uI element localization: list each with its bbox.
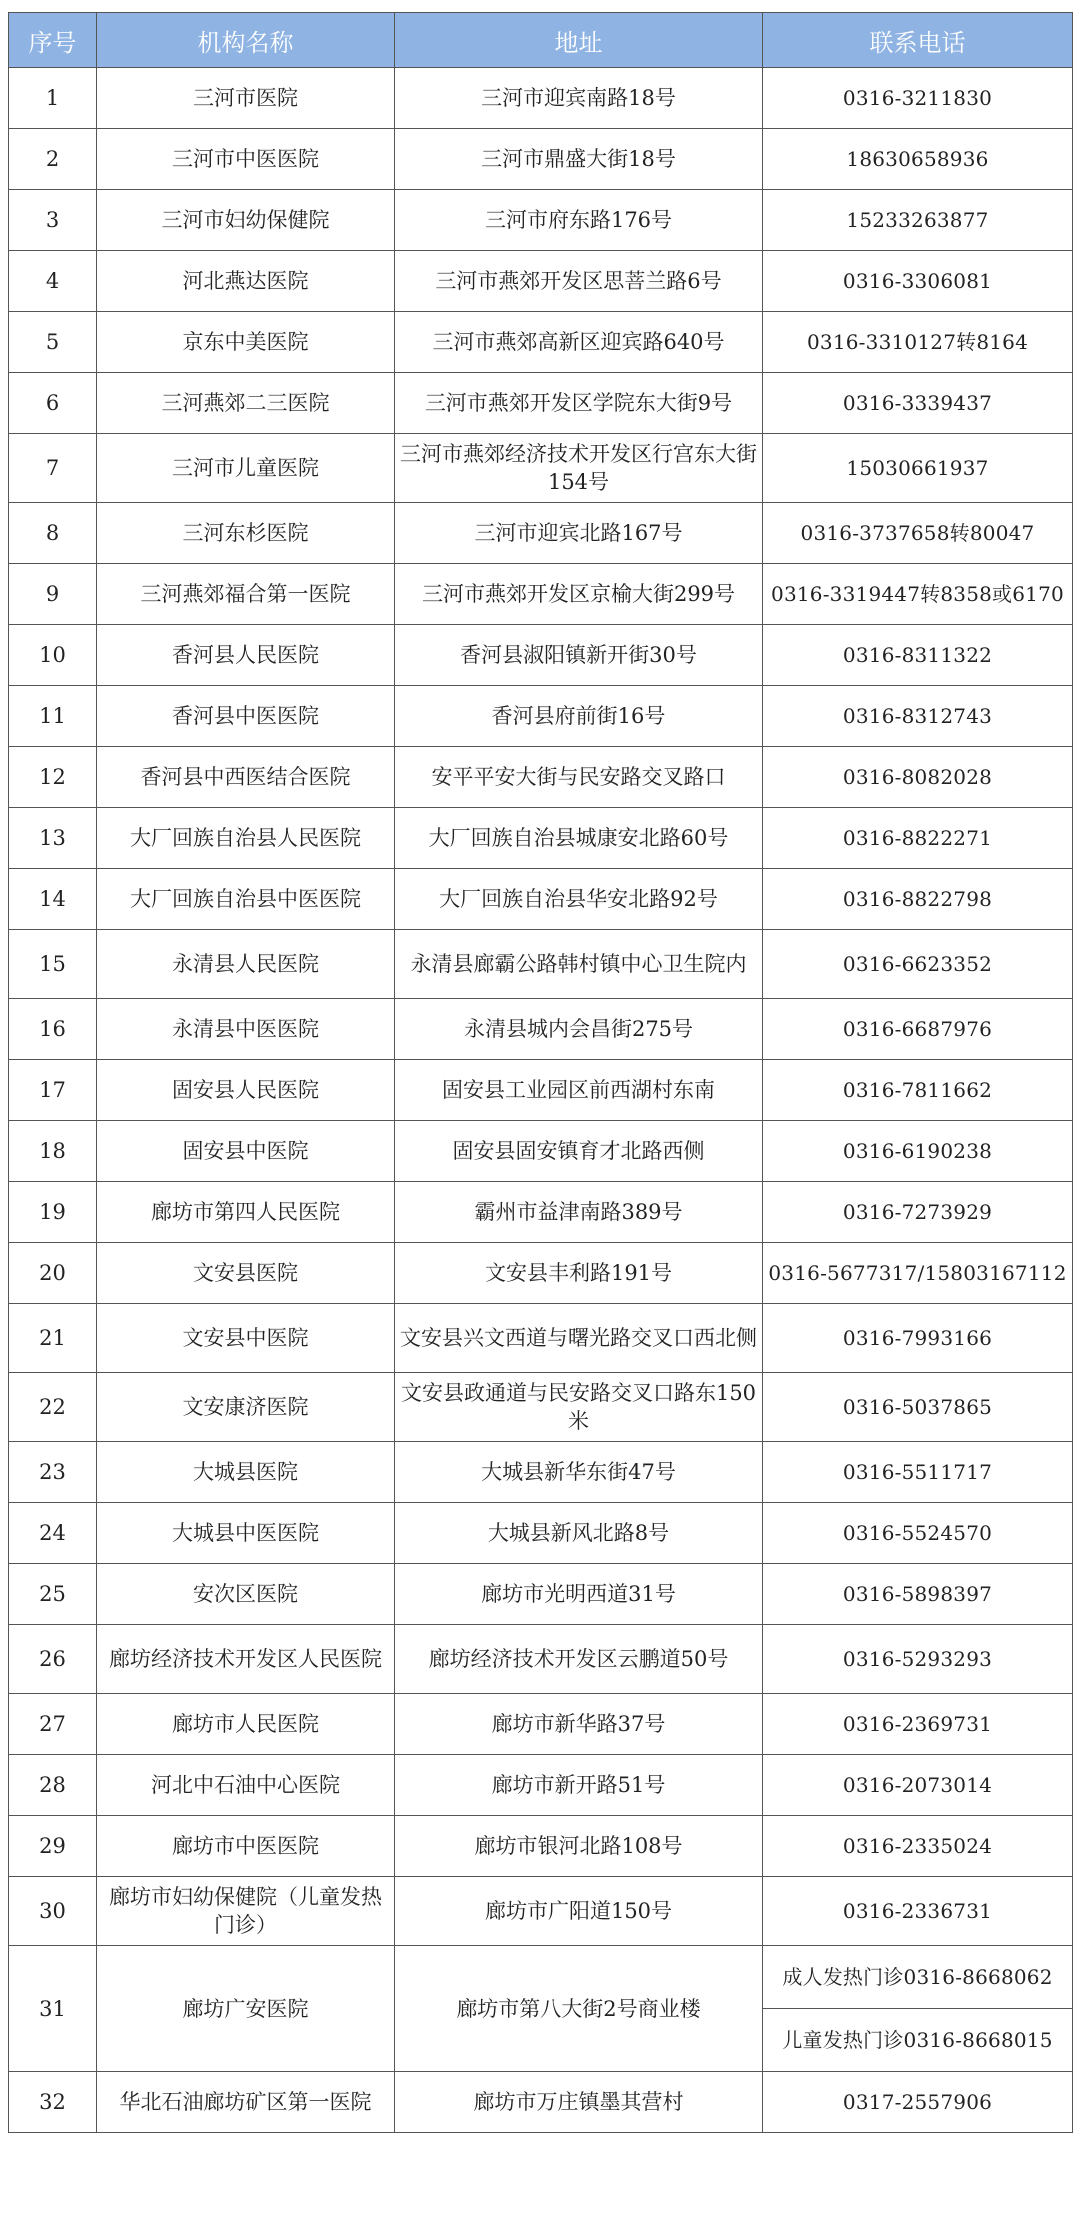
cell-phone: 0316-5524570 xyxy=(763,1503,1073,1564)
table-row xyxy=(9,190,1073,251)
table-row xyxy=(9,1877,1073,1946)
header-phone: 联系电话 xyxy=(763,13,1073,68)
cell-phone: 0316-2335024 xyxy=(763,1816,1073,1877)
cell-phone: 0316-5677317/15803167112 xyxy=(763,1243,1073,1304)
cell-no: 20 xyxy=(9,1243,97,1304)
cell-name: 永清县人民医院 xyxy=(97,930,395,999)
cell-phone: 18630658936 xyxy=(763,129,1073,190)
cell-name: 廊坊市第四人民医院 xyxy=(97,1182,395,1243)
cell-name: 固安县中医院 xyxy=(97,1121,395,1182)
table-row xyxy=(9,686,1073,747)
table-row xyxy=(9,312,1073,373)
cell-phone: 0316-3211830 xyxy=(763,68,1073,129)
cell-name: 文安康济医院 xyxy=(97,1373,395,1442)
cell-address: 三河市燕郊高新区迎宾路640号 xyxy=(395,312,763,373)
cell-name: 三河市妇幼保健院 xyxy=(97,190,395,251)
cell-address: 三河市鼎盛大街18号 xyxy=(395,129,763,190)
cell-address: 廊坊市万庄镇墨其营村 xyxy=(395,2072,763,2133)
table-row xyxy=(9,2072,1073,2133)
cell-name: 安次区医院 xyxy=(97,1564,395,1625)
cell-no: 3 xyxy=(9,190,97,251)
cell-address: 廊坊市银河北路108号 xyxy=(395,1816,763,1877)
cell-no: 2 xyxy=(9,129,97,190)
cell-address: 廊坊市广阳道150号 xyxy=(395,1877,763,1946)
cell-phone: 0316-8082028 xyxy=(763,747,1073,808)
cell-address: 文安县政通道与民安路交叉口路东150米 xyxy=(395,1373,763,1442)
cell-address: 廊坊市光明西道31号 xyxy=(395,1564,763,1625)
cell-address: 香河县府前街16号 xyxy=(395,686,763,747)
cell-phone: 0316-7811662 xyxy=(763,1060,1073,1121)
table-row xyxy=(9,930,1073,999)
cell-no: 15 xyxy=(9,930,97,999)
cell-name: 三河燕郊二三医院 xyxy=(97,373,395,434)
cell-phone: 0316-2336731 xyxy=(763,1877,1073,1946)
cell-name: 文安县医院 xyxy=(97,1243,395,1304)
cell-address: 文安县丰利路191号 xyxy=(395,1243,763,1304)
table-row xyxy=(9,625,1073,686)
table-row xyxy=(9,1755,1073,1816)
cell-address: 香河县淑阳镇新开街30号 xyxy=(395,625,763,686)
cell-name: 廊坊市中医医院 xyxy=(97,1816,395,1877)
cell-address: 三河市府东路176号 xyxy=(395,190,763,251)
cell-phone: 0316-3339437 xyxy=(763,373,1073,434)
cell-name: 大城县医院 xyxy=(97,1442,395,1503)
cell-name: 文安县中医院 xyxy=(97,1304,395,1373)
cell-no: 1 xyxy=(9,68,97,129)
cell-no: 26 xyxy=(9,1625,97,1694)
table-row xyxy=(9,1182,1073,1243)
cell-no: 10 xyxy=(9,625,97,686)
cell-address: 固安县工业园区前西湖村东南 xyxy=(395,1060,763,1121)
table-row xyxy=(9,1625,1073,1694)
cell-phone: 0316-8311322 xyxy=(763,625,1073,686)
cell-no: 12 xyxy=(9,747,97,808)
cell-name: 三河燕郊福合第一医院 xyxy=(97,564,395,625)
cell-no: 14 xyxy=(9,869,97,930)
table-row xyxy=(9,503,1073,564)
table-row xyxy=(9,251,1073,312)
cell-phone: 0316-5037865 xyxy=(763,1373,1073,1442)
cell-phone: 0316-3310127转8164 xyxy=(763,312,1073,373)
table-row xyxy=(9,808,1073,869)
cell-phone: 0316-5898397 xyxy=(763,1564,1073,1625)
table-header-row xyxy=(9,13,1073,68)
cell-phone: 0316-3306081 xyxy=(763,251,1073,312)
cell-phone: 15030661937 xyxy=(763,434,1073,503)
cell-name: 廊坊市人民医院 xyxy=(97,1694,395,1755)
table-row xyxy=(9,1060,1073,1121)
cell-address: 廊坊经济技术开发区云鹏道50号 xyxy=(395,1625,763,1694)
cell-phone: 0316-7993166 xyxy=(763,1304,1073,1373)
table-body xyxy=(9,68,1073,2133)
table-row xyxy=(9,1304,1073,1373)
cell-phone: 0316-6190238 xyxy=(763,1121,1073,1182)
table-row xyxy=(9,129,1073,190)
cell-address: 大厂回族自治县城康安北路60号 xyxy=(395,808,763,869)
cell-name: 大厂回族自治县中医医院 xyxy=(97,869,395,930)
cell-no: 32 xyxy=(9,2072,97,2133)
cell-phone-adult: 成人发热门诊0316-8668062 xyxy=(763,1946,1073,2009)
cell-name: 三河市儿童医院 xyxy=(97,434,395,503)
cell-no: 24 xyxy=(9,1503,97,1564)
cell-no: 22 xyxy=(9,1373,97,1442)
cell-name: 三河市医院 xyxy=(97,68,395,129)
cell-no: 29 xyxy=(9,1816,97,1877)
cell-name: 永清县中医医院 xyxy=(97,999,395,1060)
hospital-table-container xyxy=(8,12,1072,2133)
cell-address: 永清县城内会昌街275号 xyxy=(395,999,763,1060)
cell-phone: 0316-7273929 xyxy=(763,1182,1073,1243)
cell-address: 大厂回族自治县华安北路92号 xyxy=(395,869,763,930)
cell-address: 三河市燕郊开发区思菩兰路6号 xyxy=(395,251,763,312)
cell-no: 16 xyxy=(9,999,97,1060)
cell-no: 7 xyxy=(9,434,97,503)
table-row xyxy=(9,747,1073,808)
cell-phone: 0317-2557906 xyxy=(763,2072,1073,2133)
cell-no: 11 xyxy=(9,686,97,747)
cell-no: 31 xyxy=(9,1946,97,2072)
cell-address: 三河市迎宾南路18号 xyxy=(395,68,763,129)
cell-address: 三河市燕郊经济技术开发区行宫东大街154号 xyxy=(395,434,763,503)
cell-phone: 0316-3737658转80047 xyxy=(763,503,1073,564)
cell-name: 固安县人民医院 xyxy=(97,1060,395,1121)
cell-no: 13 xyxy=(9,808,97,869)
cell-address: 固安县固安镇育才北路西侧 xyxy=(395,1121,763,1182)
cell-address: 廊坊市新开路51号 xyxy=(395,1755,763,1816)
cell-address: 霸州市益津南路389号 xyxy=(395,1182,763,1243)
cell-name: 香河县人民医院 xyxy=(97,625,395,686)
table-row xyxy=(9,1373,1073,1442)
cell-name: 廊坊市妇幼保健院（儿童发热门诊） xyxy=(97,1877,395,1946)
cell-address: 廊坊市新华路37号 xyxy=(395,1694,763,1755)
cell-name: 廊坊经济技术开发区人民医院 xyxy=(97,1625,395,1694)
cell-name: 香河县中西医结合医院 xyxy=(97,747,395,808)
cell-address: 文安县兴文西道与曙光路交叉口西北侧 xyxy=(395,1304,763,1373)
cell-name: 河北燕达医院 xyxy=(97,251,395,312)
cell-no: 5 xyxy=(9,312,97,373)
header-no: 序号 xyxy=(9,13,97,68)
cell-phone-child: 儿童发热门诊0316-8668015 xyxy=(763,2009,1073,2072)
hospital-table xyxy=(8,12,1073,2133)
cell-name: 京东中美医院 xyxy=(97,312,395,373)
cell-address: 大城县新风北路8号 xyxy=(395,1503,763,1564)
table-row xyxy=(9,1816,1073,1877)
table-row xyxy=(9,434,1073,503)
table-row xyxy=(9,1243,1073,1304)
cell-address: 三河市迎宾北路167号 xyxy=(395,503,763,564)
header-address: 地址 xyxy=(395,13,763,68)
cell-address: 三河市燕郊开发区学院东大街9号 xyxy=(395,373,763,434)
cell-address: 大城县新华东街47号 xyxy=(395,1442,763,1503)
cell-name: 三河东杉医院 xyxy=(97,503,395,564)
cell-name: 廊坊广安医院 xyxy=(97,1946,395,2072)
cell-no: 27 xyxy=(9,1694,97,1755)
table-row xyxy=(9,564,1073,625)
cell-name: 大厂回族自治县人民医院 xyxy=(97,808,395,869)
table-row xyxy=(9,999,1073,1060)
table-row xyxy=(9,1694,1073,1755)
cell-phone: 15233263877 xyxy=(763,190,1073,251)
cell-address: 永清县廊霸公路韩村镇中心卫生院内 xyxy=(395,930,763,999)
table-row xyxy=(9,1442,1073,1503)
cell-phone: 0316-3319447转8358或6170 xyxy=(763,564,1073,625)
cell-no: 17 xyxy=(9,1060,97,1121)
table-row xyxy=(9,1503,1073,1564)
table-row xyxy=(9,1946,1073,2009)
cell-no: 6 xyxy=(9,373,97,434)
table-row xyxy=(9,869,1073,930)
table-row xyxy=(9,68,1073,129)
cell-phone: 0316-2073014 xyxy=(763,1755,1073,1816)
cell-phone: 0316-6687976 xyxy=(763,999,1073,1060)
cell-address: 安平平安大街与民安路交叉路口 xyxy=(395,747,763,808)
cell-phone: 0316-5293293 xyxy=(763,1625,1073,1694)
cell-phone: 0316-8312743 xyxy=(763,686,1073,747)
cell-no: 8 xyxy=(9,503,97,564)
cell-phone: 0316-2369731 xyxy=(763,1694,1073,1755)
cell-no: 25 xyxy=(9,1564,97,1625)
cell-name: 大城县中医医院 xyxy=(97,1503,395,1564)
table-row xyxy=(9,1564,1073,1625)
cell-address: 廊坊市第八大街2号商业楼 xyxy=(395,1946,763,2072)
table-row xyxy=(9,373,1073,434)
cell-address: 三河市燕郊开发区京榆大街299号 xyxy=(395,564,763,625)
cell-no: 23 xyxy=(9,1442,97,1503)
cell-no: 4 xyxy=(9,251,97,312)
cell-phone: 0316-5511717 xyxy=(763,1442,1073,1503)
cell-name: 华北石油廊坊矿区第一医院 xyxy=(97,2072,395,2133)
cell-no: 19 xyxy=(9,1182,97,1243)
cell-no: 9 xyxy=(9,564,97,625)
table-row xyxy=(9,1121,1073,1182)
cell-no: 30 xyxy=(9,1877,97,1946)
cell-name: 香河县中医医院 xyxy=(97,686,395,747)
cell-no: 21 xyxy=(9,1304,97,1373)
cell-phone: 0316-6623352 xyxy=(763,930,1073,999)
cell-no: 28 xyxy=(9,1755,97,1816)
cell-phone: 0316-8822798 xyxy=(763,869,1073,930)
cell-name: 三河市中医医院 xyxy=(97,129,395,190)
header-name: 机构名称 xyxy=(97,13,395,68)
cell-no: 18 xyxy=(9,1121,97,1182)
cell-name: 河北中石油中心医院 xyxy=(97,1755,395,1816)
cell-phone: 0316-8822271 xyxy=(763,808,1073,869)
